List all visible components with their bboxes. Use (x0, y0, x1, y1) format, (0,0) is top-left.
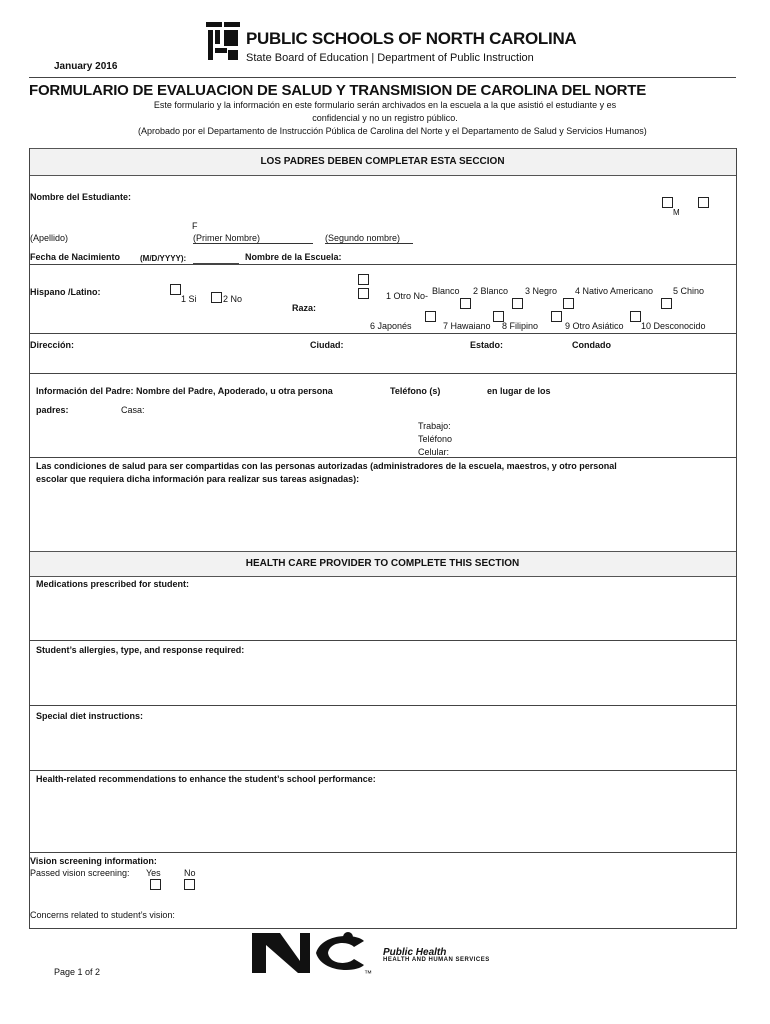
form-date: January 2016 (54, 61, 118, 72)
race-opt-8: 8 Filipino (502, 321, 539, 331)
race-other-checkbox-2[interactable] (358, 288, 369, 299)
title-rule (29, 77, 736, 78)
student-name-label: Nombre del Estudiante: (30, 192, 132, 202)
nc-logo (252, 931, 370, 975)
medications-label: Medications prescribed for student: (36, 579, 190, 589)
right-border (736, 148, 737, 928)
race-3-checkbox[interactable] (512, 298, 523, 309)
vision-passed-label: Passed vision screening: (30, 868, 130, 878)
parent-info-label: Información del Padre: Nombre del Padre, Apoderado, u otra persona (36, 386, 333, 396)
sex-f-checkbox[interactable] (662, 197, 673, 208)
dob-label: Fecha de Nacimiento (30, 252, 121, 262)
hispanic-label: Hispano /Latino: (30, 287, 101, 297)
logo-public-health: Public Health (383, 947, 447, 958)
conditions-line-2: escolar que requiera dicha información para realizar sus tareas asignadas): (36, 474, 360, 484)
race-5-checkbox[interactable] (661, 298, 672, 309)
county-label: Condado (572, 340, 611, 350)
logo-hhs: HEALTH AND HUMAN SERVICES (383, 957, 490, 963)
race-opt-5: 5 Chino (673, 286, 705, 296)
race-opt-3: 3 Negro (525, 286, 558, 296)
dob-format: (M/D/YYYY): (140, 254, 187, 263)
vision-no-checkbox[interactable] (184, 879, 195, 890)
allergies-label: Student’s allergies, type, and response required: (36, 645, 245, 655)
race-4-checkbox[interactable] (563, 298, 574, 309)
race-other-label: 1 Otro No- (386, 291, 429, 301)
row-rule-4 (29, 457, 736, 458)
row-rule-8 (29, 852, 736, 853)
bottom-border (29, 928, 737, 929)
race-8-checkbox[interactable] (551, 311, 562, 322)
race-opt-4: 4 Nativo Americano (575, 286, 654, 296)
row-rule-6 (29, 705, 736, 706)
row-rule-2 (29, 333, 736, 334)
provider-section-heading-band (29, 551, 736, 577)
race-opt-10: 10 Desconocido (641, 321, 706, 331)
org-title: PUBLIC SCHOOLS OF NORTH CAROLINA (246, 29, 577, 48)
dpi-logo (206, 22, 240, 62)
race-opt-7: 7 Hawaiano (443, 321, 491, 331)
diet-label: Special diet instructions: (36, 711, 144, 721)
recommendations-label: Health-related recommendations to enhance the student’s school performance: (36, 774, 376, 784)
race-label: Raza: (292, 303, 317, 313)
address-label: Dirección: (30, 340, 75, 350)
row-rule-1 (29, 264, 736, 265)
surname-label: (Apellido) (30, 233, 69, 243)
sex-m-checkbox[interactable] (698, 197, 709, 208)
vision-concerns-label: Concerns related to student’s vision: (30, 910, 175, 920)
row-rule-3 (29, 373, 736, 374)
firstname-label: (Primer Nombre) (193, 233, 313, 244)
sex-f-label: F (192, 221, 198, 231)
intro-line-3: (Aprobado por el Departamento de Instrucción Pública de Carolina del Norte y el Departamento de Salud y Servicios Humanos) (138, 126, 647, 136)
phone-label: Teléfono (s) (390, 386, 441, 396)
race-opt-6: 6 Japonés (370, 321, 412, 331)
hispanic-yes-checkbox[interactable] (170, 284, 181, 295)
org-subtitle: State Board of Education | Department of Public Instruction (246, 52, 534, 64)
work-label: Trabajo: (418, 421, 451, 431)
race-9-checkbox[interactable] (630, 311, 641, 322)
vision-heading: Vision screening information: (30, 856, 157, 866)
hispanic-no-checkbox[interactable] (211, 292, 222, 303)
logo-tm: ™ (364, 969, 372, 978)
row-rule-5 (29, 640, 736, 641)
phone2-label: Teléfono (418, 434, 453, 444)
city-label: Ciudad: (310, 340, 344, 350)
provider-section-heading: HEALTH CARE PROVIDER TO COMPLETE THIS SECTION (245, 558, 520, 569)
race-2-checkbox[interactable] (460, 298, 471, 309)
left-border (29, 148, 30, 928)
in-lieu-label: en lugar de los (487, 386, 551, 396)
page-number: Page 1 of 2 (54, 967, 101, 977)
parents-section-heading-band (29, 148, 736, 176)
vision-yes-checkbox[interactable] (150, 879, 161, 890)
sex-m-label: M (673, 208, 680, 217)
intro-line-2: confidencial y no un registro público. (312, 113, 458, 123)
vision-no-label: No (184, 868, 196, 878)
home-phone-label: Casa: (121, 405, 145, 415)
vision-yes-label: Yes (146, 868, 161, 878)
intro-line-1: Este formulario y la información en este formulario serán archivados en la escuela a la que asistió el estudiante y es (153, 100, 617, 110)
race-opt-9: 9 Otro Asiático (565, 321, 624, 331)
conditions-line-1: Las condiciones de salud para ser compartidas con las personas autorizadas (administradores de la escuela, maestros, y otro personal (36, 461, 617, 471)
row-rule-7 (29, 770, 736, 771)
state-label: Estado: (470, 340, 504, 350)
race-opt-blanco: Blanco (432, 286, 460, 296)
race-6-checkbox[interactable] (425, 311, 436, 322)
race-other-checkbox[interactable] (358, 274, 369, 285)
parents-label: padres: (36, 405, 69, 415)
race-opt-2: 2 Blanco (473, 286, 509, 296)
form-title: FORMULARIO DE EVALUACION DE SALUD Y TRANSMISION DE CAROLINA DEL NORTE (29, 82, 647, 99)
parents-section-heading: LOS PADRES DEBEN COMPLETAR ESTA SECCION (260, 156, 505, 167)
middlename-label: (Segundo nombre) (325, 233, 413, 244)
hispanic-no-label: 2 No (223, 294, 243, 304)
school-label: Nombre de la Escuela: (245, 252, 342, 262)
hispanic-yes-label: 1 Si (181, 294, 197, 304)
cell-label: Celular: (418, 447, 450, 457)
